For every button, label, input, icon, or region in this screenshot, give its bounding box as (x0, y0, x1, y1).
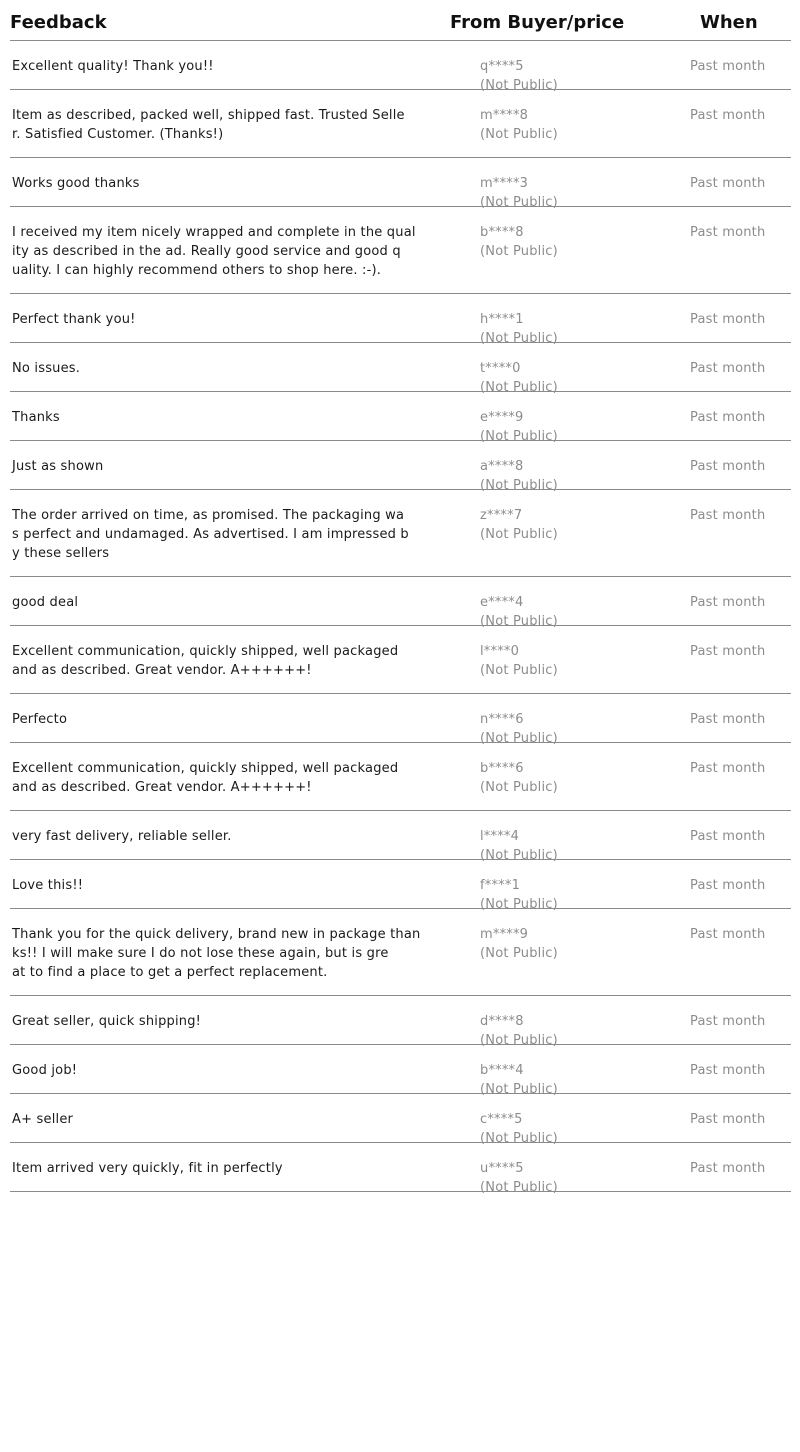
feedback-text: Item as described, packed well, shipped fast. Trusted Selle r. Satisfied Customer. (Thanks!) (12, 108, 405, 142)
buyer-id: b****4 (480, 1063, 524, 1078)
column-header-when: When (700, 12, 758, 33)
feedback-text: Perfect thank you! (12, 312, 136, 327)
table-row (10, 207, 791, 294)
table-row (10, 1045, 791, 1097)
when-text: Past month (690, 829, 766, 844)
table-row (10, 909, 791, 996)
buyer-cell (480, 759, 558, 797)
feedback-text: Thank you for the quick delivery, brand new in package than ks!! I will make sure I do not lose these again, but is gre at to find a place to get a perfect replacement. (12, 927, 421, 980)
price-visibility: (Not Public) (480, 1180, 558, 1195)
price-visibility: (Not Public) (480, 478, 558, 493)
when-text: Past month (690, 312, 766, 327)
table-row (10, 1143, 791, 1195)
when-text: Past month (690, 595, 766, 610)
buyer-id: b****6 (480, 761, 524, 776)
when-text: Past month (690, 508, 766, 523)
when-text: Past month (690, 761, 766, 776)
feedback-text: The order arrived on time, as promised. The packaging wa s perfect and undamaged. As advertised. I am impressed b y these sellers (12, 508, 409, 561)
buyer-id: m****9 (480, 927, 529, 942)
price-visibility: (Not Public) (480, 527, 558, 542)
when-text: Past month (690, 361, 766, 376)
when-text: Past month (690, 176, 766, 191)
table-row (10, 577, 791, 629)
buyer-id: l****0 (480, 644, 520, 659)
price-visibility: (Not Public) (480, 380, 558, 395)
table-row (10, 743, 791, 811)
feedback-text: Excellent quality! Thank you!! (12, 59, 214, 74)
buyer-id: m****3 (480, 176, 529, 191)
buyer-cell (480, 925, 558, 963)
feedback-text: Item arrived very quickly, fit in perfectly (12, 1161, 283, 1176)
buyer-id: h****1 (480, 312, 524, 327)
buyer-id: l****4 (480, 829, 520, 844)
buyer-id: q****5 (480, 59, 524, 74)
table-row (10, 860, 791, 912)
buyer-id: e****9 (480, 410, 524, 425)
buyer-id: b****8 (480, 225, 524, 240)
feedback-text: Thanks (12, 410, 60, 425)
buyer-cell (480, 642, 558, 680)
feedback-text: A+ seller (12, 1112, 74, 1127)
buyer-id: m****8 (480, 108, 529, 123)
when-text: Past month (690, 927, 766, 942)
price-visibility: (Not Public) (480, 848, 558, 863)
price-visibility: (Not Public) (480, 127, 558, 142)
table-row (10, 626, 791, 694)
when-text: Past month (690, 59, 766, 74)
table-row (10, 1094, 791, 1146)
buyer-id: a****8 (480, 459, 524, 474)
when-text: Past month (690, 1063, 766, 1078)
feedback-text: I received my item nicely wrapped and complete in the qual ity as described in the ad. Really good service and good q uality. I can highly recommend others to shop here. :-). (12, 225, 416, 278)
table-header (10, 0, 791, 41)
feedback-text: good deal (12, 595, 79, 610)
column-header-from-buyer-price: From Buyer/price (450, 12, 625, 33)
buyer-id: c****5 (480, 1112, 523, 1127)
table-row (10, 90, 791, 158)
price-visibility: (Not Public) (480, 78, 558, 93)
when-text: Past month (690, 225, 766, 240)
price-visibility: (Not Public) (480, 731, 558, 746)
price-visibility: (Not Public) (480, 244, 558, 259)
feedback-text: Love this!! (12, 878, 84, 893)
when-text: Past month (690, 459, 766, 474)
buyer-id: u****5 (480, 1161, 524, 1176)
price-visibility: (Not Public) (480, 780, 558, 795)
buyer-id: e****4 (480, 595, 524, 610)
table-row (10, 996, 791, 1048)
table-row (10, 41, 791, 93)
when-text: Past month (690, 878, 766, 893)
table-row (10, 343, 791, 395)
when-text: Past month (690, 712, 766, 727)
feedback-text: Excellent communication, quickly shipped, well packaged and as described. Great vendor. A++++++! (12, 761, 399, 795)
when-text: Past month (690, 1161, 766, 1176)
table-row (10, 441, 791, 493)
buyer-cell (480, 1159, 558, 1197)
price-visibility: (Not Public) (480, 946, 558, 961)
table-row (10, 392, 791, 444)
price-visibility: (Not Public) (480, 897, 558, 912)
feedback-table (10, 0, 791, 1195)
feedback-text: Just as shown (12, 459, 104, 474)
feedback-text: Great seller, quick shipping! (12, 1014, 202, 1029)
feedback-text: Excellent communication, quickly shipped, well packaged and as described. Great vendor. A++++++! (12, 644, 399, 678)
buyer-id: t****0 (480, 361, 521, 376)
price-visibility: (Not Public) (480, 663, 558, 678)
buyer-id: z****7 (480, 508, 523, 523)
feedback-text: No issues. (12, 361, 81, 376)
table-row (10, 811, 791, 863)
when-text: Past month (690, 1014, 766, 1029)
feedback-text: Good job! (12, 1063, 78, 1078)
buyer-id: d****8 (480, 1014, 524, 1029)
table-row (10, 158, 791, 210)
buyer-cell (480, 223, 558, 261)
price-visibility: (Not Public) (480, 429, 558, 444)
table-row (10, 490, 791, 577)
when-text: Past month (690, 410, 766, 425)
feedback-text: Perfecto (12, 712, 68, 727)
price-visibility: (Not Public) (480, 614, 558, 629)
buyer-id: n****6 (480, 712, 524, 727)
when-text: Past month (690, 644, 766, 659)
column-header-feedback: Feedback (10, 12, 107, 33)
buyer-id: f****1 (480, 878, 521, 893)
table-row (10, 294, 791, 346)
feedback-text: Works good thanks (12, 176, 140, 191)
price-visibility: (Not Public) (480, 1131, 558, 1146)
price-visibility: (Not Public) (480, 331, 558, 346)
buyer-cell (480, 506, 558, 544)
when-text: Past month (690, 1112, 766, 1127)
price-visibility: (Not Public) (480, 1033, 558, 1048)
price-visibility: (Not Public) (480, 195, 558, 210)
feedback-text: very fast delivery, reliable seller. (12, 829, 232, 844)
price-visibility: (Not Public) (480, 1082, 558, 1097)
when-text: Past month (690, 108, 766, 123)
buyer-cell (480, 106, 558, 144)
table-row (10, 694, 791, 746)
